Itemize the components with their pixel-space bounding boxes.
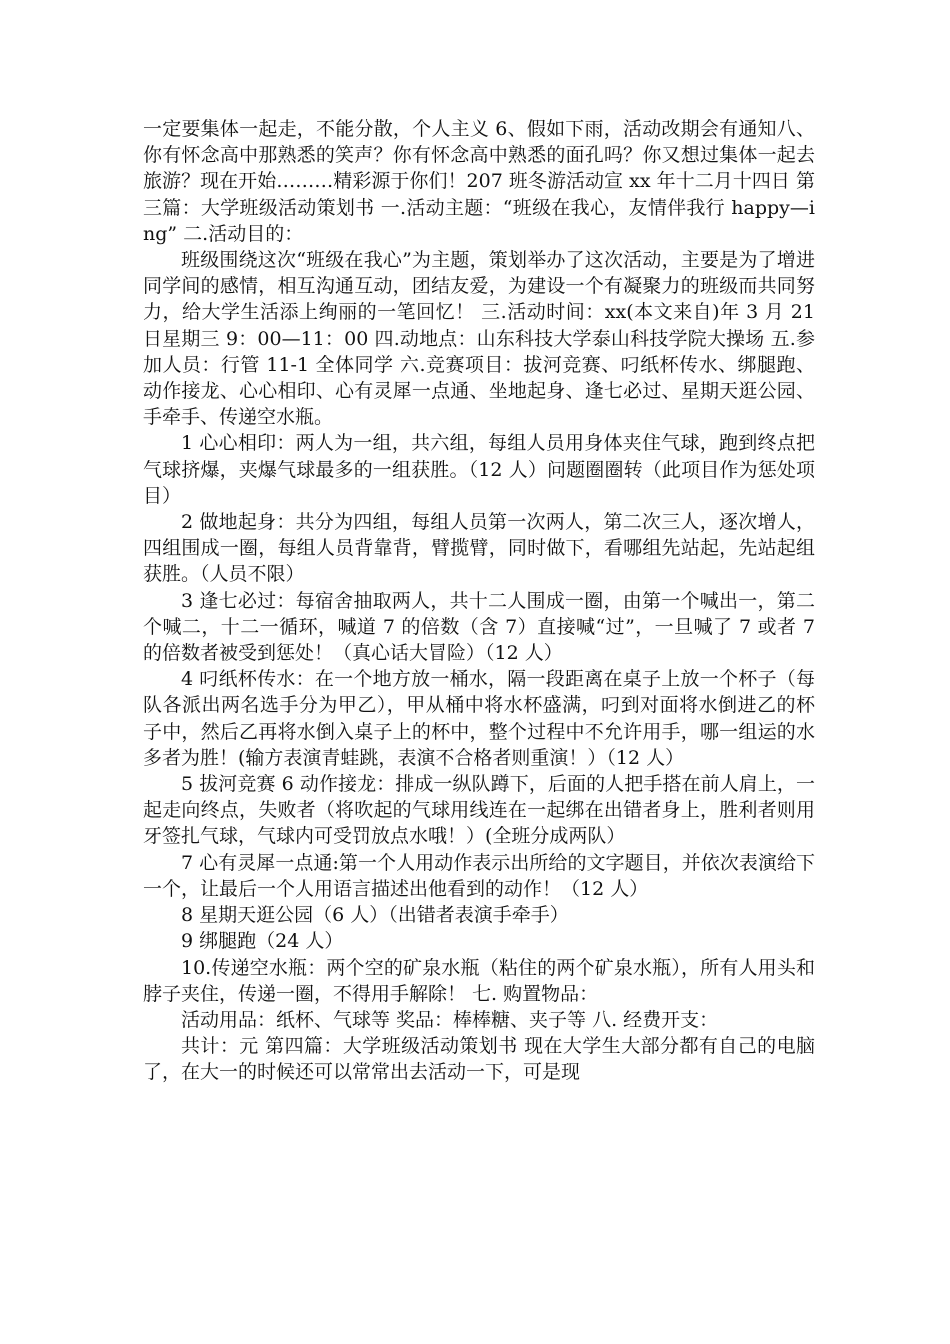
paragraph-item-5-6: 5 拔河竞赛 6 动作接龙：排成一纵队蹲下，后面的人把手搭在前人肩上，一起走向终点，失败者（将吹起的气球用线连在一起绑在出错者身上，胜利者则用牙签扎气球，气球内可受罚放点水哦！）(全班分成两队） xyxy=(143,773,815,848)
paragraph-budget-fourth-article: 共计：元 第四篇：大学班级活动策划书 现在大学生大部分都有自己的电脑了，在大一的时候还可以常常出去活动一下，可是现 xyxy=(143,1035,815,1084)
paragraph-item-4: 4 叼纸杯传水：在一个地方放一桶水，隔一段距离在桌子上放一个杯子（每队各派出两名选手分为甲乙），甲从桶中将水杯盛满，叼到对面将水倒进乙的杯子中，然后乙再将水倒入桌子上的杯中，整个过程中不允许用手，哪一组运的水多者为胜！(输方表演青蛙跳，表演不合格者则重演！）（12 人） xyxy=(143,668,815,769)
paragraph-supplies: 活动用品：纸杯、气球等 奖品：棒棒糖、夹子等 八. 经费开支： xyxy=(181,1008,719,1031)
paragraph-item-3: 3 逢七必过：每宿舍抽取两人，共十二人围成一圈，由第一个喊出一，第二个喊二，十二一循环，喊道 7 的倍数（含 7）直接喊“过”，一旦喊了 7 或者 7 的倍数者被受到惩处！（真心话大冒险）（12 人） xyxy=(143,589,815,665)
paragraph-intro-continued: 一定要集体一起走，不能分散，个人主义 6、假如下雨，活动改期会有通知八、你有怀念高中那熟悉的笑声？你有怀念高中熟悉的面孔吗？你又想过集体一起去旅游？现在开始………精彩源于你们！207 班冬游活动宣 xx 年十二月十四日 第三篇：大学班级活动策划书 一.活动主题：“班级在我心，友情伴我行 happy—ing” 二.活动目的： xyxy=(143,118,815,245)
paragraph-item-10: 10.传递空水瓶：两个空的矿泉水瓶（粘住的两个矿泉水瓶），所有人用头和脖子夹住，传递一圈，不得用手解除！ 七. 购置物品： xyxy=(143,956,815,1005)
paragraph-item-7: 7 心有灵犀一点通:第一个人用动作表示出所给的文字题目，并依次表演给下一个，让最后一个人用语言描述出他看到的动作！（12 人） xyxy=(143,851,815,900)
document-page xyxy=(143,116,815,1086)
paragraph-item-1: 1 心心相印：两人为一组，共六组，每组人员用身体夹住气球，跑到终点把气球挤爆，夹爆气球最多的一组获胜。（12 人）问题圈圈转（此项目作为惩处项目） xyxy=(143,432,815,507)
paragraph-purpose-time-place: 班级围绕这次“班级在我心”为主题，策划举办了这次活动，主要是为了增进同学间的感情，相互沟通互动，团结友爱，为建设一个有凝聚力的班级而共同努力，给大学生活添上绚丽的一笔回忆！ 三.活动时间：xx(本文来自)年 3 月 21 日星期三 9：00—11：00 四.动地点：山东科技大学泰山科技学院大操场 五.参加人员：行管 11-1 全体同学 六.竞赛项目：拔河竞赛、叼纸杯传水、绑腿跑、动作接龙、心心相印、心有灵犀一点通、坐地起身、逢七必过、星期天逛公园、手牵手、传递空水瓶。 xyxy=(143,249,815,429)
paragraph-item-8: 8 星期天逛公园（6 人）（出错者表演手牵手） xyxy=(181,904,569,927)
paragraph-item-9: 9 绑腿跑（24 人） xyxy=(181,930,344,953)
paragraph-item-2: 2 做地起身：共分为四组，每组人员第一次两人，第二次三人，逐次增人，四组围成一圈，每组人员背靠背，臂揽臂，同时做下，看哪组先站起，先站起组获胜。（人员不限） xyxy=(143,511,815,586)
